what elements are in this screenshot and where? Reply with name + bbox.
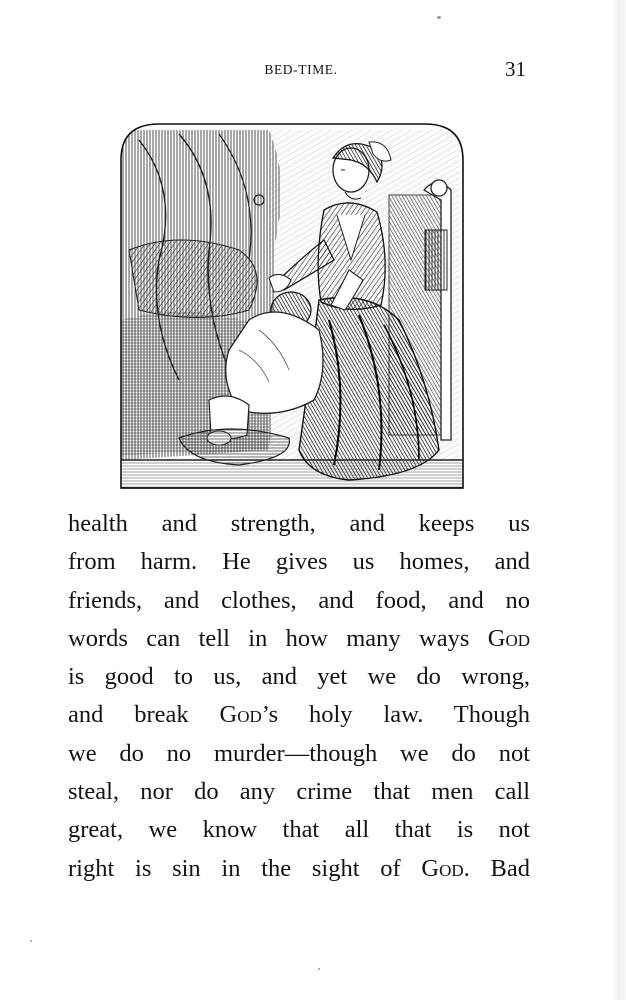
small-caps-word: God bbox=[219, 701, 262, 729]
engraving-illustration bbox=[119, 120, 465, 490]
paper-speck bbox=[437, 16, 441, 19]
text-line: from harm. He gives us homes, and bbox=[68, 548, 530, 576]
page-edge-shadow bbox=[612, 0, 626, 1000]
small-caps-word: God bbox=[421, 854, 464, 882]
text-line: friends, and clothes, and food, and no bbox=[68, 586, 530, 614]
chapter-title: BED-TIME. bbox=[264, 62, 338, 77]
text-line: and break God’s holy law. Though bbox=[68, 701, 530, 729]
text-line: we do no murder—though we do not bbox=[68, 739, 530, 767]
body-text bbox=[68, 505, 530, 888]
text-line: right is sin in the sight of God. Bad bbox=[68, 854, 531, 882]
page-number: 31 bbox=[505, 57, 526, 81]
text-line: health and strength, and keeps us bbox=[68, 510, 530, 537]
text-line: great, we know that all that is not bbox=[68, 816, 530, 844]
paper-speck bbox=[318, 968, 320, 970]
paper-speck bbox=[30, 940, 32, 942]
text-line: steal, nor do any crime that men call bbox=[68, 778, 530, 806]
running-head bbox=[70, 58, 532, 82]
small-caps-word: God bbox=[487, 624, 530, 652]
text-line: words can tell in how many ways God bbox=[68, 624, 530, 652]
text-line: is good to us, and yet we do wrong, bbox=[68, 663, 530, 691]
